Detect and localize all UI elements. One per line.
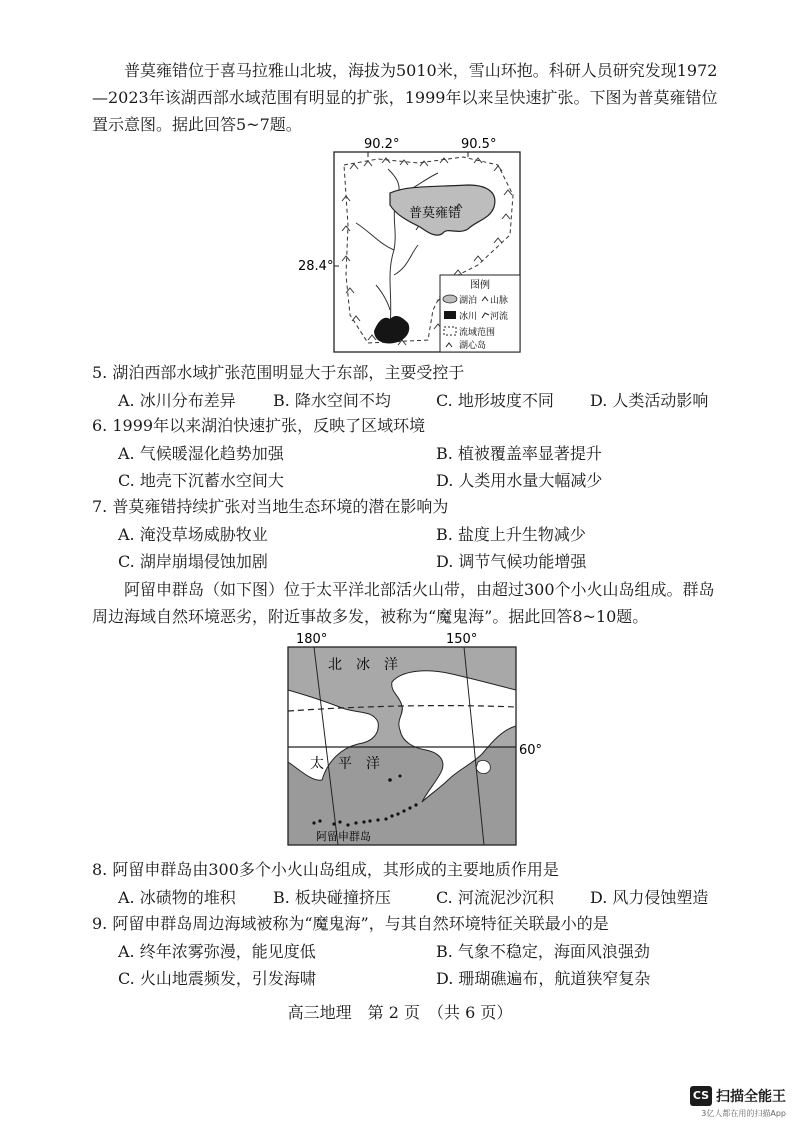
question-7-options	[118, 521, 728, 549]
map2-arctic-label: 北 冰 洋	[328, 657, 398, 673]
question-9-option-d[interactable]: D. 珊瑚礁遍布，航道狭窄复杂	[436, 969, 651, 988]
question-9-stem: 9. 阿留申群岛周边海域被称为“魔鬼海”，与其自然环境特征关联最小的是	[92, 914, 609, 933]
map-pumoyongco	[298, 135, 530, 357]
question-9-options-row2	[118, 965, 728, 993]
question-5-option-d[interactable]: D. 人类活动影响	[590, 391, 709, 410]
intro-paragraph-2: 阿留申群岛（如下图）位于太平洋北部活火山带，由超过300个小火山岛组成。群岛周边海域自然环境恶劣，附近事故多发，被称为“魔鬼海”。据此回答8~10题。	[92, 580, 715, 626]
scanner-tagline: 3亿人都在用的扫描App	[701, 1108, 786, 1118]
question-7-option-c[interactable]: C. 湖岸崩塌侵蚀加剧	[118, 552, 268, 571]
question-6-stem: 6. 1999年以来湖泊快速扩张，反映了区域环境	[92, 416, 426, 435]
map1-legend-basin: 流域范围	[459, 328, 496, 338]
map1-legend-lake: 湖泊	[459, 296, 478, 306]
question-6-option-a[interactable]: A. 气候暖湿化趋势加强	[118, 444, 284, 463]
map2-islands-label: 阿留申群岛	[316, 830, 371, 843]
question-7-options-row2	[118, 548, 728, 576]
map1-lon-left-label: 90.2°	[364, 137, 400, 152]
question-9-option-a[interactable]: A. 终年浓雾弥漫，能见度低	[118, 942, 316, 961]
question-7-stem: 7. 普莫雍错持续扩张对当地生态环境的潜在影响为	[92, 497, 449, 516]
question-6-option-c[interactable]: C. 地壳下沉蓄水空间大	[118, 471, 284, 490]
question-6-option-b[interactable]: B. 植被覆盖率显著提升	[436, 444, 602, 463]
map1-lat-label: 28.4°	[298, 259, 334, 274]
map1-legend-title: 图例	[470, 280, 490, 291]
map1-legend-mountain: 山脉	[490, 296, 509, 306]
question-9-options	[118, 938, 728, 966]
question-6-options-row2	[118, 467, 728, 495]
map2-lon-right-label: 150°	[446, 632, 478, 647]
map1-legend-glacier: 冰川	[459, 312, 478, 322]
question-5-option-c[interactable]: C. 地形坡度不同	[436, 391, 554, 410]
question-7-option-b[interactable]: B. 盐度上升生物减少	[436, 525, 586, 544]
intro-paragraph-1: 普莫雍错位于喜马拉雅山北坡，海拔为5010米，雪山环抱。科研人员研究发现1972—2023年该湖西部水域范围有明显的扩张，1999年以来呈快速扩张。下图为普莫雍错位置示意图。据此回答5~7题。	[92, 61, 718, 134]
question-6-option-d[interactable]: D. 人类用水量大幅减少	[436, 471, 603, 490]
question-9-option-c[interactable]: C. 火山地震频发，引发海啸	[118, 969, 316, 988]
map-aleutian-islands	[282, 630, 544, 850]
question-7-option-a[interactable]: A. 淹没草场威胁牧业	[118, 525, 268, 544]
question-5-option-b[interactable]: B. 降水空间不均	[273, 391, 391, 410]
map1-lake-label: 普莫雍错	[409, 206, 462, 221]
question-8-options	[118, 884, 728, 912]
question-8-option-d[interactable]: D. 风力侵蚀塑造	[590, 888, 709, 907]
page-footer: 高三地理 第 2 页 （共 6 页）	[287, 1003, 513, 1022]
question-9-option-b[interactable]: B. 气象不稳定，海面风浪强劲	[436, 942, 650, 961]
map1-legend	[440, 275, 520, 352]
question-8-option-b[interactable]: B. 板块碰撞挤压	[273, 888, 391, 907]
question-7-option-d[interactable]: D. 调节气候功能增强	[436, 552, 587, 571]
question-5-stem: 5. 湖泊西部水域扩张范围明显大于东部，主要受控于	[92, 363, 465, 382]
question-8-option-c[interactable]: C. 河流泥沙沉积	[436, 888, 554, 907]
map1-lon-right-label: 90.5°	[461, 137, 497, 152]
map2-lat-label: 60°	[519, 743, 543, 758]
question-8-option-a[interactable]: A. 冰碛物的堆积	[118, 888, 236, 907]
scanner-logo-icon: CS	[690, 1086, 712, 1106]
question-5-options	[118, 387, 728, 415]
scanner-badge	[690, 1085, 786, 1119]
question-6-options	[118, 440, 728, 468]
question-5-option-a[interactable]: A. 冰川分布差异	[118, 391, 236, 410]
map2-lon-left-label: 180°	[296, 632, 328, 647]
map2-pacific-label: 太 平 洋	[310, 756, 380, 772]
map2-island-kodiak	[476, 760, 490, 773]
scanner-app-name: 扫描全能王	[716, 1088, 786, 1105]
map1-legend-river: 河流	[490, 312, 509, 322]
question-8-stem: 8. 阿留申群岛由300多个小火山岛组成，其形成的主要地质作用是	[92, 860, 559, 879]
map1-legend-island: 湖心岛	[459, 341, 487, 351]
